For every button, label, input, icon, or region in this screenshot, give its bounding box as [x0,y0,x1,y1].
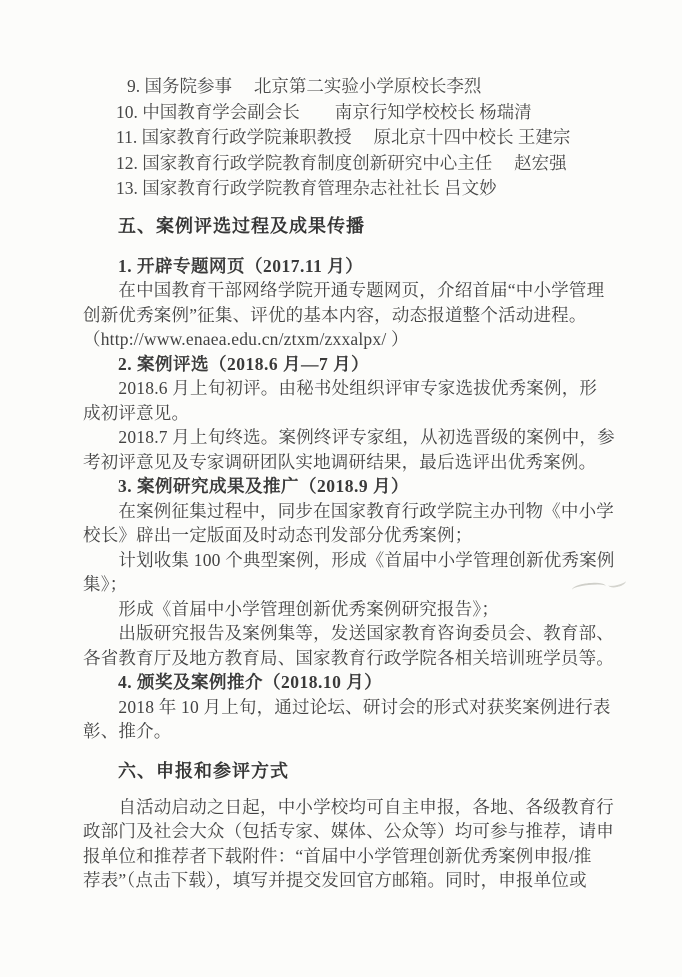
section-5-heading: 五、案例评选过程及成果传播 [118,215,365,236]
page-content [83,74,615,893]
expert-list-item: 12. 国家教育行政学院教育制度创新研究中心主任 赵宏强 [116,152,567,173]
body-line: 计划收集 100 个典型案例，形成《首届中小学管理创新优秀案例 [83,549,615,570]
scan-artifact-stroke [607,577,626,589]
body-line: 成初评意见。 [83,402,190,423]
body-line: 彰、推介。 [83,721,172,741]
body-line: 2018 年 10 月上旬，通过论坛、研讨会的形式对获奖案例进行表 [83,696,611,717]
body-line: 在案例征集过程中，同步在国家教育行政学院主办刊物《中小学 [83,500,614,521]
subsection-4-heading: 4. 颁奖及案例推介（2018.10 月） [118,672,383,692]
body-line: 2018.6 月上旬初评。由秘书处组织评审专家选拔优秀案例，形 [83,378,598,398]
expert-list [83,74,599,202]
body-line: 集》； [83,574,128,594]
subsection-2-heading: 2. 案例评选（2018.6 月—7 月） [118,353,370,374]
body-line: 在中国教育干部网络学院开通专题网页，介绍首届“中小学管理 [83,280,605,300]
body-line: 校长》辟出一定版面及时动态刊发部分优秀案例； [83,525,473,545]
body-line: 荐表”（点击下载），填写并提交发回官方邮箱。同时，申报单位或 [83,870,587,890]
expert-list-item: 13. 国家教育行政学院教育管理杂志社社长 吕文妙 [116,178,497,198]
body-line: 政部门及社会大众（包括专家、媒体、公众等）均可参与推荐，请申 [83,821,614,841]
subsection-1-heading: 1. 开辟专题网页（2017.11 月） [118,255,364,276]
body-line: 出版研究报告及案例集等，发送国家教育咨询委员会、教育部、 [83,623,614,643]
body-line: 创新优秀案例”征集、评优的基本内容，动态报道整个活动进程。 [83,304,587,325]
body-line: 报单位和推荐者下载附件：“首届中小学管理创新优秀案例申报/推 [83,845,592,866]
expert-list-item: 9. 国务院参事 北京第二实验小学原校长李烈 [127,76,482,96]
body-line: 考初评意见及专家调研团队实地调研结果，最后选评出优秀案例。 [83,451,597,472]
url-line: （http://www.enaea.edu.cn/ztxm/zxxalpx/ ） [83,329,409,349]
body-line: 2018.7 月上旬终选。案例终评专家组，从初选晋级的案例中，参 [83,427,615,447]
body-line: 形成《首届中小学管理创新优秀案例研究报告》； [83,598,500,619]
expert-list-item: 10. 中国教育学会副会长 南京行知学校校长 杨瑞清 [116,101,532,122]
section-6-heading: 六、申报和参评方式 [118,760,289,781]
body-line: 自活动启动之日起，中小学校均可自主申报，各地、各级教育行 [83,796,614,817]
subsection-3-heading: 3. 案例研究成果及推广（2018.9 月） [118,476,409,496]
expert-list-item: 11. 国家教育行政学院兼职教授 原北京十四中校长 王建宗 [116,127,571,147]
body-line: 各省教育厅及地方教育局、国家教育行政学院各相关培训班学员等。 [83,647,614,668]
